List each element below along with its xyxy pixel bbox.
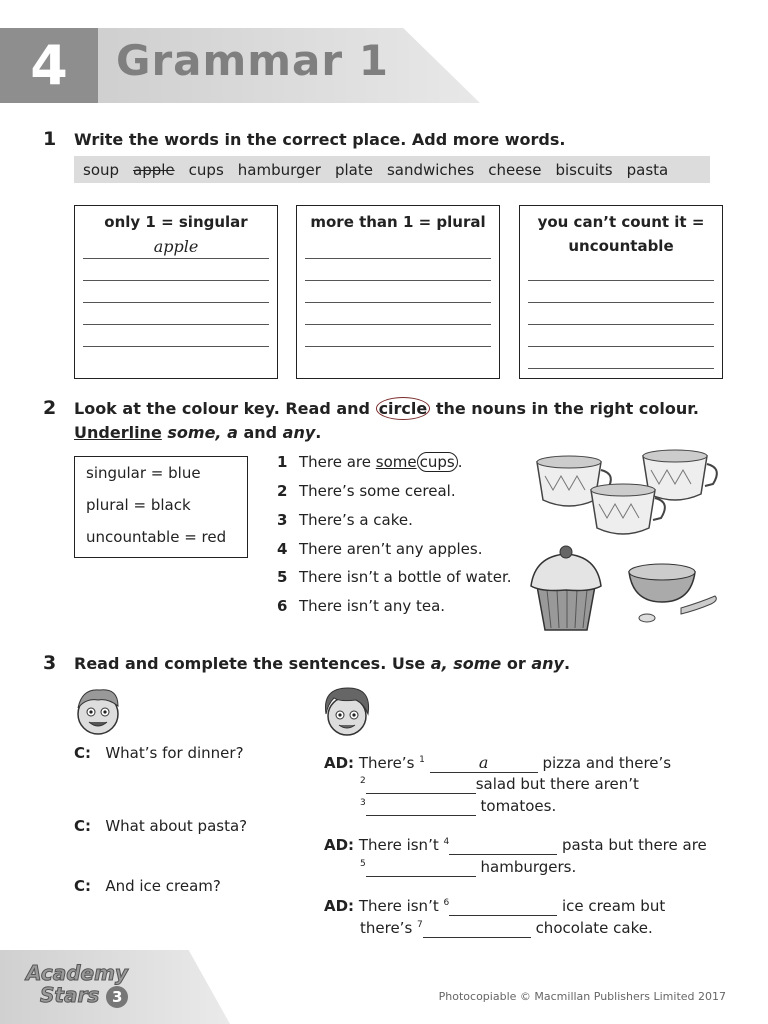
- food-illustration: [525, 448, 725, 638]
- exercise-2-instruction: [74, 399, 699, 418]
- sentence-6[interactable]: [277, 597, 445, 615]
- adult-line-2b: [360, 858, 576, 877]
- plural-box: [296, 205, 500, 379]
- blank-number: 6: [443, 898, 450, 908]
- answer-blank-3[interactable]: [366, 797, 476, 816]
- instruction-text: Read and complete the sentences. Use: [74, 654, 426, 673]
- adult-line-1c: [360, 797, 556, 816]
- answer-blank-6[interactable]: [449, 897, 557, 916]
- exercise-3-number: 3: [43, 652, 57, 674]
- logo-line-2: Stars: [40, 983, 100, 1007]
- exercise-3-instruction: Read and complete the sentences. Use a, some or any.: [74, 654, 571, 673]
- target-word-any: any: [531, 654, 564, 673]
- dialogue-text: What’s for dinner?: [105, 744, 244, 762]
- sentence-5[interactable]: [277, 568, 512, 586]
- sentence-text: There’s a cake.: [299, 511, 413, 529]
- word: cups: [188, 160, 224, 179]
- sentence-text: There are: [299, 453, 376, 471]
- adult-line-3: [324, 897, 665, 916]
- speaker-label: C:: [74, 877, 92, 895]
- writing-line[interactable]: [83, 346, 269, 347]
- dialogue-text: There’s: [358, 754, 415, 772]
- sentence-text: There isn’t a bottle of water.: [299, 568, 512, 586]
- singular-box: [74, 205, 278, 379]
- sentence-number: 5: [277, 568, 288, 586]
- child-line-1: [74, 744, 244, 762]
- writing-line[interactable]: [305, 302, 491, 303]
- sentence-text: There aren’t any apples.: [299, 540, 483, 558]
- sentence-text: There isn’t any tea.: [299, 597, 446, 615]
- blank-number: 5: [360, 859, 366, 869]
- circled-cups: cups: [417, 452, 458, 472]
- writing-line[interactable]: [528, 302, 714, 303]
- child-avatar: [72, 684, 124, 740]
- unit-number: 4: [0, 28, 98, 103]
- writing-line[interactable]: [528, 346, 714, 347]
- uncountable-box: [519, 205, 723, 379]
- dialogue-text: And ice cream?: [105, 877, 221, 895]
- dialogue-text: hamburgers.: [480, 858, 577, 876]
- writing-line[interactable]: [528, 324, 714, 325]
- teacup-icon: [591, 484, 665, 534]
- sentence-number: 6: [277, 597, 288, 615]
- writing-line[interactable]: [305, 258, 491, 259]
- instruction-text: the nouns in the right colour.: [435, 399, 699, 418]
- child-line-3: [74, 877, 221, 895]
- writing-line[interactable]: [305, 280, 491, 281]
- writing-line[interactable]: [83, 280, 269, 281]
- speaker-label: AD:: [324, 836, 355, 854]
- dialogue-text: What about pasta?: [105, 817, 248, 835]
- writing-line[interactable]: [305, 324, 491, 325]
- sentence-4[interactable]: [277, 540, 482, 558]
- key-uncountable: uncountable = red: [86, 528, 227, 546]
- child-line-2: [74, 817, 247, 835]
- cupcake-icon: [531, 546, 601, 630]
- writing-line[interactable]: [83, 302, 269, 303]
- writing-line[interactable]: [528, 368, 714, 369]
- logo-line-1: Academy: [26, 961, 128, 985]
- exercise-1-number: 1: [43, 128, 57, 150]
- speaker-label: AD:: [324, 897, 355, 915]
- word: biscuits: [555, 160, 613, 179]
- adult-line-1b: [360, 775, 639, 794]
- sentence-1[interactable]: [277, 453, 462, 471]
- instruction-text: or: [506, 654, 526, 673]
- dialogue-text: chocolate cake.: [535, 919, 653, 937]
- uncountable-box-title: you can’t count it = uncountable: [537, 213, 705, 255]
- exercise-1-instruction: Write the words in the correct place. Add more words.: [74, 130, 566, 149]
- answer-blank-2[interactable]: [366, 775, 476, 794]
- dialogue-text: pizza and there’s: [542, 754, 672, 772]
- sentence-text: There’s some cereal.: [299, 482, 456, 500]
- target-word-any: any: [282, 423, 316, 442]
- speaker-label: C:: [74, 817, 92, 835]
- target-words: a, some: [430, 654, 502, 673]
- underline-word: Underline: [74, 423, 162, 442]
- speaker-label: C:: [74, 744, 92, 762]
- adult-line-1: [324, 753, 671, 773]
- copyright-notice: Photocopiable © Macmillan Publishers Limited 2017: [438, 990, 726, 1003]
- dialogue-text: There isn’t: [358, 836, 439, 854]
- cereal-bowl-icon: [629, 564, 716, 622]
- exercise-2-instruction-line-2: Underline some, a and any.: [74, 423, 322, 442]
- key-singular: singular = blue: [86, 464, 201, 482]
- word: hamburger: [237, 160, 321, 179]
- answer-blank-7[interactable]: [423, 919, 531, 938]
- adult-avatar: [320, 684, 374, 742]
- speaker-label: AD:: [324, 754, 355, 772]
- dialogue-text: ice cream but: [562, 897, 666, 915]
- key-plural: plural = black: [86, 496, 191, 514]
- singular-example-answer: apple: [153, 237, 199, 256]
- word: plate: [334, 160, 373, 179]
- adult-line-2: [324, 836, 707, 855]
- answer-blank-1[interactable]: a: [430, 753, 538, 773]
- blank-number: 7: [417, 920, 423, 930]
- blank-number: 3: [360, 798, 366, 808]
- blank-number: 2: [360, 776, 366, 786]
- dialogue-text: tomatoes.: [480, 797, 557, 815]
- colour-key: [74, 456, 248, 558]
- writing-line[interactable]: [305, 346, 491, 347]
- dialogue-text: there’s: [360, 919, 413, 937]
- answer-blank-5[interactable]: [366, 858, 476, 877]
- blank-number: 4: [443, 837, 450, 847]
- answer-blank-4[interactable]: [449, 836, 557, 855]
- singular-box-title: only 1 = singular: [104, 213, 248, 231]
- word: cheese: [488, 160, 542, 179]
- sentence-2[interactable]: [277, 482, 456, 500]
- writing-line[interactable]: [528, 280, 714, 281]
- adult-line-3b: [360, 919, 653, 938]
- sentence-number: 3: [277, 511, 288, 529]
- academy-stars-logo: [26, 962, 128, 1008]
- plural-box-title: more than 1 = plural: [310, 213, 486, 231]
- word-bank: [74, 156, 710, 183]
- writing-line[interactable]: [83, 324, 269, 325]
- sentence-3[interactable]: [277, 511, 413, 529]
- sentence-number: 2: [277, 482, 288, 500]
- target-words: some, a: [167, 423, 238, 442]
- word-crossed-out: apple: [133, 160, 175, 179]
- word: sandwiches: [386, 160, 475, 179]
- dialogue-text: salad but there aren’t: [475, 775, 639, 793]
- instruction-text: and: [243, 423, 278, 442]
- sentence-number: 4: [277, 540, 288, 558]
- page-title: Grammar 1: [116, 36, 389, 85]
- level-badge: 3: [106, 986, 128, 1008]
- underlined-some: some: [375, 453, 417, 471]
- exercise-2-number: 2: [43, 397, 57, 419]
- dialogue-text: There isn’t: [358, 897, 439, 915]
- instruction-text: Look at the colour key. Read and: [74, 399, 370, 418]
- word: pasta: [626, 160, 669, 179]
- dialogue-text: pasta but there are: [562, 836, 707, 854]
- circle-word: circle: [376, 397, 431, 420]
- sentence-end: .: [457, 453, 463, 471]
- writing-line[interactable]: [83, 258, 269, 259]
- sentence-number: 1: [277, 453, 288, 471]
- blank-number: 1: [419, 755, 425, 765]
- word: soup: [83, 160, 120, 179]
